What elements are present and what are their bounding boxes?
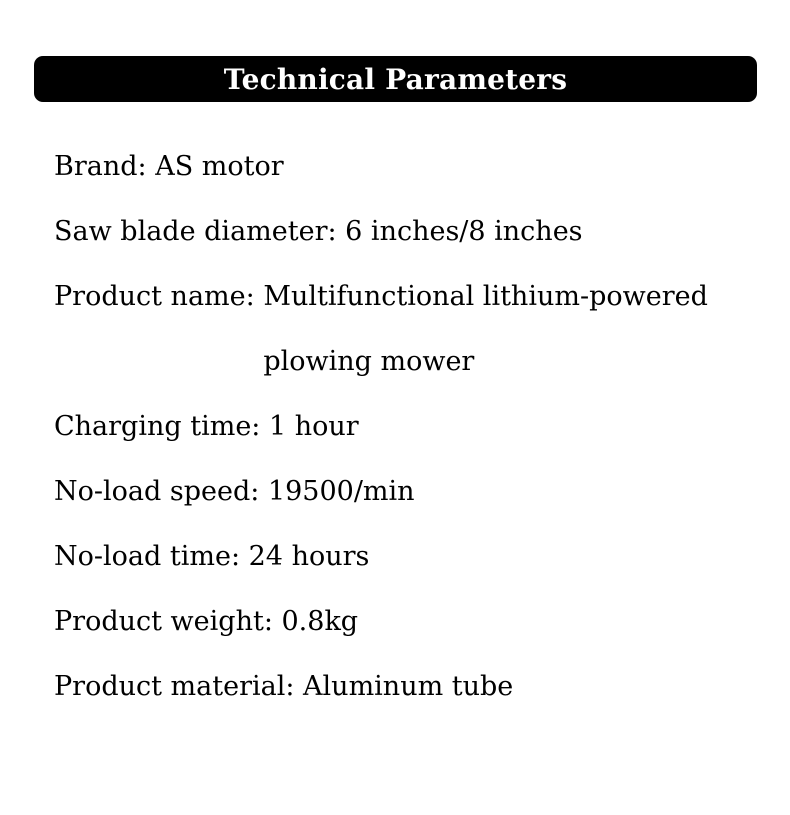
param-value: 24 hours	[248, 541, 370, 572]
param-label: Saw blade diameter	[54, 216, 328, 247]
param-value: 6 inches/8 inches	[345, 216, 583, 247]
param-value: Multifunctional lithium-powered plowing mower	[263, 281, 708, 377]
param-row-saw-blade-diameter	[54, 199, 754, 264]
param-separator: :	[137, 151, 156, 182]
param-label: No-load time	[54, 541, 231, 572]
param-value: 0.8kg	[281, 606, 359, 637]
param-value: Aluminum tube	[303, 671, 514, 702]
param-separator: :	[285, 671, 304, 702]
param-separator: :	[245, 281, 264, 312]
param-separator: :	[263, 606, 282, 637]
param-label: Product material	[54, 671, 286, 702]
param-value: AS motor	[155, 151, 284, 182]
param-separator: :	[327, 216, 346, 247]
param-row-no-load-time	[54, 524, 754, 589]
param-row-product-material	[54, 654, 754, 719]
param-label: Charging time	[54, 411, 252, 442]
param-label: No-load speed	[54, 476, 251, 507]
param-label: Product weight	[54, 606, 264, 637]
param-row-charging-time	[54, 394, 754, 459]
param-row-no-load-speed	[54, 459, 754, 524]
parameter-list	[54, 134, 754, 719]
section-title: Technical Parameters	[223, 62, 568, 96]
param-value: 19500/min	[267, 476, 415, 507]
param-value: 1 hour	[268, 411, 359, 442]
param-label: Product name	[54, 281, 246, 312]
param-separator: :	[251, 411, 269, 442]
param-separator: :	[230, 541, 249, 572]
param-row-product-name	[54, 264, 754, 394]
section-header	[34, 56, 757, 102]
param-separator: :	[250, 476, 268, 507]
param-label: Brand	[54, 151, 138, 182]
param-row-product-weight	[54, 589, 754, 654]
param-row-brand	[54, 134, 754, 199]
